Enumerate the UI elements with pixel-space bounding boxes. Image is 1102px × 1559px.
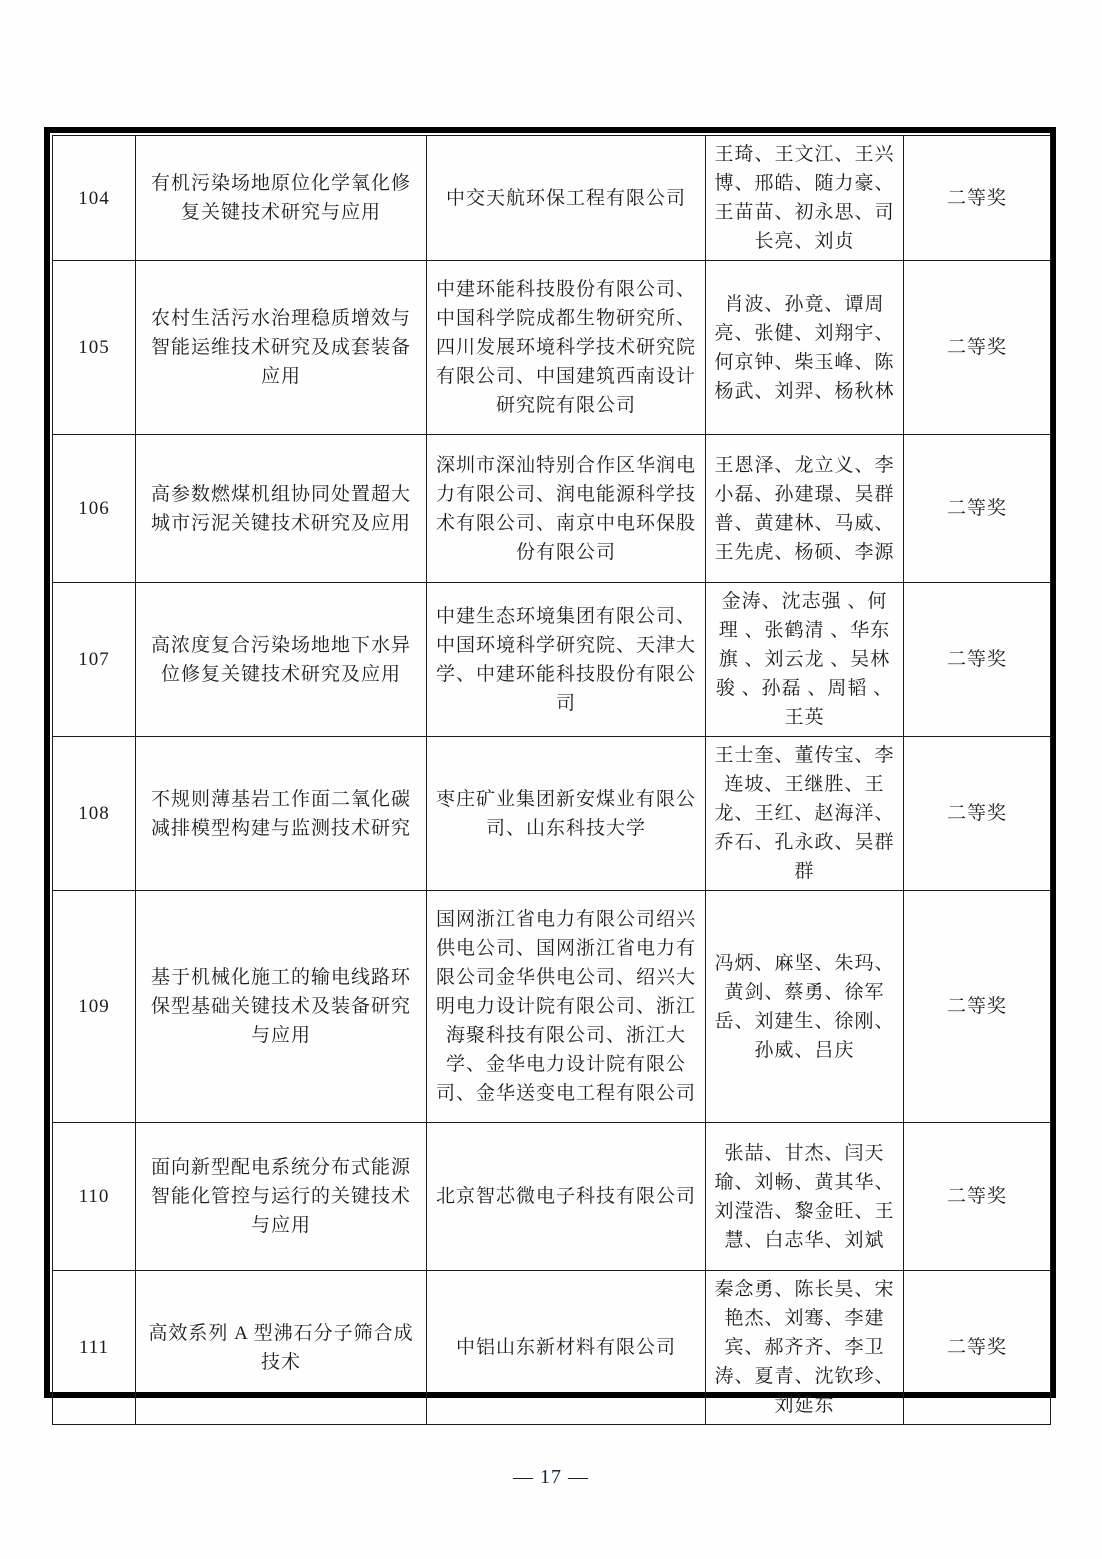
organizations-cell: 中铝山东新材料有限公司 (427, 1271, 706, 1425)
table-row (53, 737, 1051, 891)
awardees-cell: 肖波、孙竟、谭周亮、张健、刘翔宇、何京钟、柴玉峰、陈杨武、刘羿、杨秋林 (706, 261, 904, 435)
row-number-cell: 105 (53, 261, 136, 435)
project-title-cell: 面向新型配电系统分布式能源智能化管控与运行的关键技术与应用 (136, 1123, 427, 1271)
project-title-cell: 农村生活污水治理稳质增效与智能运维技术研究及成套装备应用 (136, 261, 427, 435)
award-level-cell: 二等奖 (904, 435, 1051, 583)
table-row (53, 435, 1051, 583)
table-row (53, 583, 1051, 737)
project-title-cell: 不规则薄基岩工作面二氧化碳减排模型构建与监测技术研究 (136, 737, 427, 891)
table-row (53, 261, 1051, 435)
awardees-cell: 冯炳、麻坚、朱玛、黄剑、蔡勇、徐军岳、刘建生、徐刚、孙威、吕庆 (706, 891, 904, 1123)
row-number-cell: 109 (53, 891, 136, 1123)
page-number: — 17 — (513, 1466, 589, 1488)
table-row (53, 1271, 1051, 1425)
awardees-cell: 王士奎、董传宝、李连坡、王继胜、王龙、王红、赵海洋、乔石、孔永政、吴群群 (706, 737, 904, 891)
award-level-cell: 二等奖 (904, 583, 1051, 737)
awardees-cell: 张喆、甘杰、闫天瑜、刘畅、黄其华、刘滢浩、黎金旺、王慧、白志华、刘斌 (706, 1123, 904, 1271)
table-row (53, 136, 1051, 261)
awards-table-grid (52, 135, 1051, 1425)
project-title-cell: 高效系列 A 型沸石分子筛合成技术 (136, 1271, 427, 1425)
award-level-cell: 二等奖 (904, 737, 1051, 891)
award-level-cell: 二等奖 (904, 136, 1051, 261)
award-level-cell: 二等奖 (904, 1123, 1051, 1271)
row-number-cell: 111 (53, 1271, 136, 1425)
project-title-cell: 高浓度复合污染场地地下水异位修复关键技术研究及应用 (136, 583, 427, 737)
awards-table-body (53, 136, 1051, 1425)
row-number-cell: 107 (53, 583, 136, 737)
organizations-cell: 北京智芯微电子科技有限公司 (427, 1123, 706, 1271)
row-number-cell: 106 (53, 435, 136, 583)
awardees-cell: 王琦、王文江、王兴博、邢皓、随力豪、王苗苗、初永思、司长亮、刘贞 (706, 136, 904, 261)
awardees-cell: 秦念勇、陈长昊、宋艳杰、刘骞、李建宾、郝齐齐、李卫涛、夏青、沈钦珍、刘延东 (706, 1271, 904, 1425)
table-row (53, 1123, 1051, 1271)
organizations-cell: 中建生态环境集团有限公司、中国环境科学研究院、天津大学、中建环能科技股份有限公司 (427, 583, 706, 737)
organizations-cell: 枣庄矿业集团新安煤业有限公司、山东科技大学 (427, 737, 706, 891)
project-title-cell: 基于机械化施工的输电线路环保型基础关键技术及装备研究与应用 (136, 891, 427, 1123)
awards-table (44, 127, 1056, 1416)
organizations-cell: 国网浙江省电力有限公司绍兴供电公司、国网浙江省电力有限公司金华供电公司、绍兴大明电力设计院有限公司、浙江海聚科技有限公司、浙江大学、金华电力设计院有限公司、金华送变电工程有限公司 (427, 891, 706, 1123)
award-level-cell: 二等奖 (904, 261, 1051, 435)
awardees-cell: 金涛、沈志强 、何理 、张鹤清 、华东旗 、刘云龙 、吴林骏 、孙磊 、周韬 、王英 (706, 583, 904, 737)
organizations-cell: 中交天航环保工程有限公司 (427, 136, 706, 261)
award-level-cell: 二等奖 (904, 891, 1051, 1123)
organizations-cell: 深圳市深汕特别合作区华润电力有限公司、润电能源科学技术有限公司、南京中电环保股份有限公司 (427, 435, 706, 583)
awardees-cell: 王恩泽、龙立义、李小磊、孙建璟、吴群普、黄建林、马威、王先虎、杨硕、李源 (706, 435, 904, 583)
award-level-cell: 二等奖 (904, 1271, 1051, 1425)
organizations-cell: 中建环能科技股份有限公司、中国科学院成都生物研究所、四川发展环境科学技术研究院有限公司、中国建筑西南设计研究院有限公司 (427, 261, 706, 435)
row-number-cell: 110 (53, 1123, 136, 1271)
project-title-cell: 有机污染场地原位化学氧化修复关键技术研究与应用 (136, 136, 427, 261)
row-number-cell: 104 (53, 136, 136, 261)
table-row (53, 891, 1051, 1123)
project-title-cell: 高参数燃煤机组协同处置超大城市污泥关键技术研究及应用 (136, 435, 427, 583)
row-number-cell: 108 (53, 737, 136, 891)
